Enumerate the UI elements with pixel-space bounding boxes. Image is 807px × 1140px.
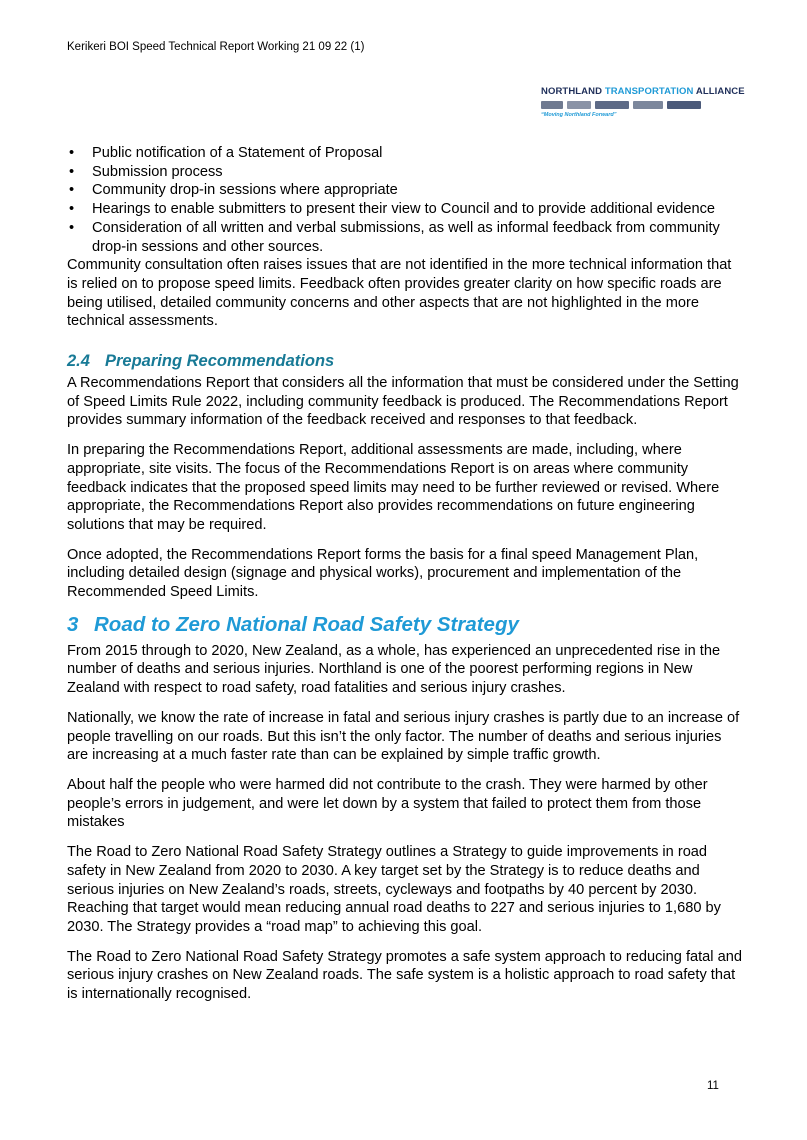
list-item: • Public notification of a Statement of Proposal bbox=[67, 144, 742, 163]
section-heading-3: 3 Road to Zero National Road Safety Strategy bbox=[67, 612, 519, 636]
paragraph: A Recommendations Report that considers all the information that must be considered under the Setting of Speed Limits Rule 2022, including community feedback is produced. The Recommendations Report provides summary information of the feedback received and responses to that feedback. bbox=[67, 375, 739, 429]
partner-logo bbox=[633, 101, 663, 109]
paragraph: From 2015 through to 2020, New Zealand, as a whole, has experienced an unprecedented rise in the number of deaths and serious injuries. Northland is one of the poorest performing regions in New Zealand with respect to road safety, road fatalities and serious injury crashes. bbox=[67, 642, 721, 697]
logo-title: NORTHLAND TRANSPORTATION ALLIANCE bbox=[541, 86, 745, 97]
list-item: • Community drop-in sessions where appropriate bbox=[67, 181, 742, 200]
paragraph: The Road to Zero National Road Safety Strategy promotes a safe system approach to reducing fatal and serious injury crashes on New Zealand roads. The safe system is a holistic approach to road safety that is internationally recognised. bbox=[67, 948, 742, 1003]
paragraph: In preparing the Recommendations Report, additional assessments are made, including, where appropriate, site visits. The focus of the Recommendations Report is on areas where community feedback indicates that the proposed speed limits may need to be further reviewed or revised. Where appropriate, the Recommendations Report also provides recommendations on future engineering solutions that may be required. bbox=[67, 442, 720, 533]
northland-transportation-alliance-logo bbox=[541, 86, 745, 130]
list-item: • Submission process bbox=[67, 163, 742, 182]
partner-logo bbox=[567, 101, 591, 109]
list-item: • Consideration of all written and verbal submissions, as well as informal feedback from community drop-in sessions and other sources. bbox=[67, 219, 742, 256]
page-content bbox=[67, 144, 742, 1015]
paragraph: Nationally, we know the rate of increase in fatal and serious injury crashes is partly due to an increase of people travelling on our roads. But this isn’t the only factor. The number of deaths and serious injuries are increasing at a much faster rate than can be explained by simple traffic growth. bbox=[67, 709, 740, 764]
section-heading-2-4: 2.4 Preparing Recommendations bbox=[67, 352, 335, 371]
document-header: Kerikeri BOI Speed Technical Report Working 21 09 22 (1) bbox=[67, 41, 365, 53]
paragraph: Once adopted, the Recommendations Report forms the basis for a final speed Management Plan, including detailed design (signage and physical works), procurement and implementation of the Recommended Speed Limits. bbox=[67, 546, 699, 601]
partner-logo bbox=[541, 101, 563, 109]
paragraph: About half the people who were harmed did not contribute to the crash. They were harmed by other people’s errors in judgement, and were let down by a system that failed to protect them from those mistakes bbox=[67, 776, 708, 831]
partner-logo bbox=[595, 101, 629, 109]
list-item: • Hearings to enable submitters to present their view to Council and to provide additional evidence bbox=[67, 200, 742, 219]
paragraph: Community consultation often raises issues that are not identified in the more technical information that is relied on to propose speed limits. Feedback often provides greater clarity on how specific roads are being utilised, detailed community concerns and other aspects that are not highlighted in the more technical assessments. bbox=[67, 257, 732, 330]
partner-logos bbox=[541, 100, 713, 110]
consultation-steps-list bbox=[67, 144, 742, 256]
partner-logo bbox=[667, 101, 701, 109]
paragraph: The Road to Zero National Road Safety Strategy outlines a Strategy to guide improvements in road safety in New Zealand from 2020 to 2030. A key target set by the Strategy is to reduce deaths and serious injuries on New Zealand’s roads, streets, cycleways and footpaths by 40 percent by 2030. Reaching that target would mean reducing annual road deaths to 227 and serious injuries to 1,680 by 2030. The Strategy provides a “road map” to achieving this goal. bbox=[67, 844, 721, 935]
logo-tagline: “Moving Northland Forward” bbox=[541, 112, 617, 118]
page-number: 11 bbox=[707, 1080, 719, 1092]
